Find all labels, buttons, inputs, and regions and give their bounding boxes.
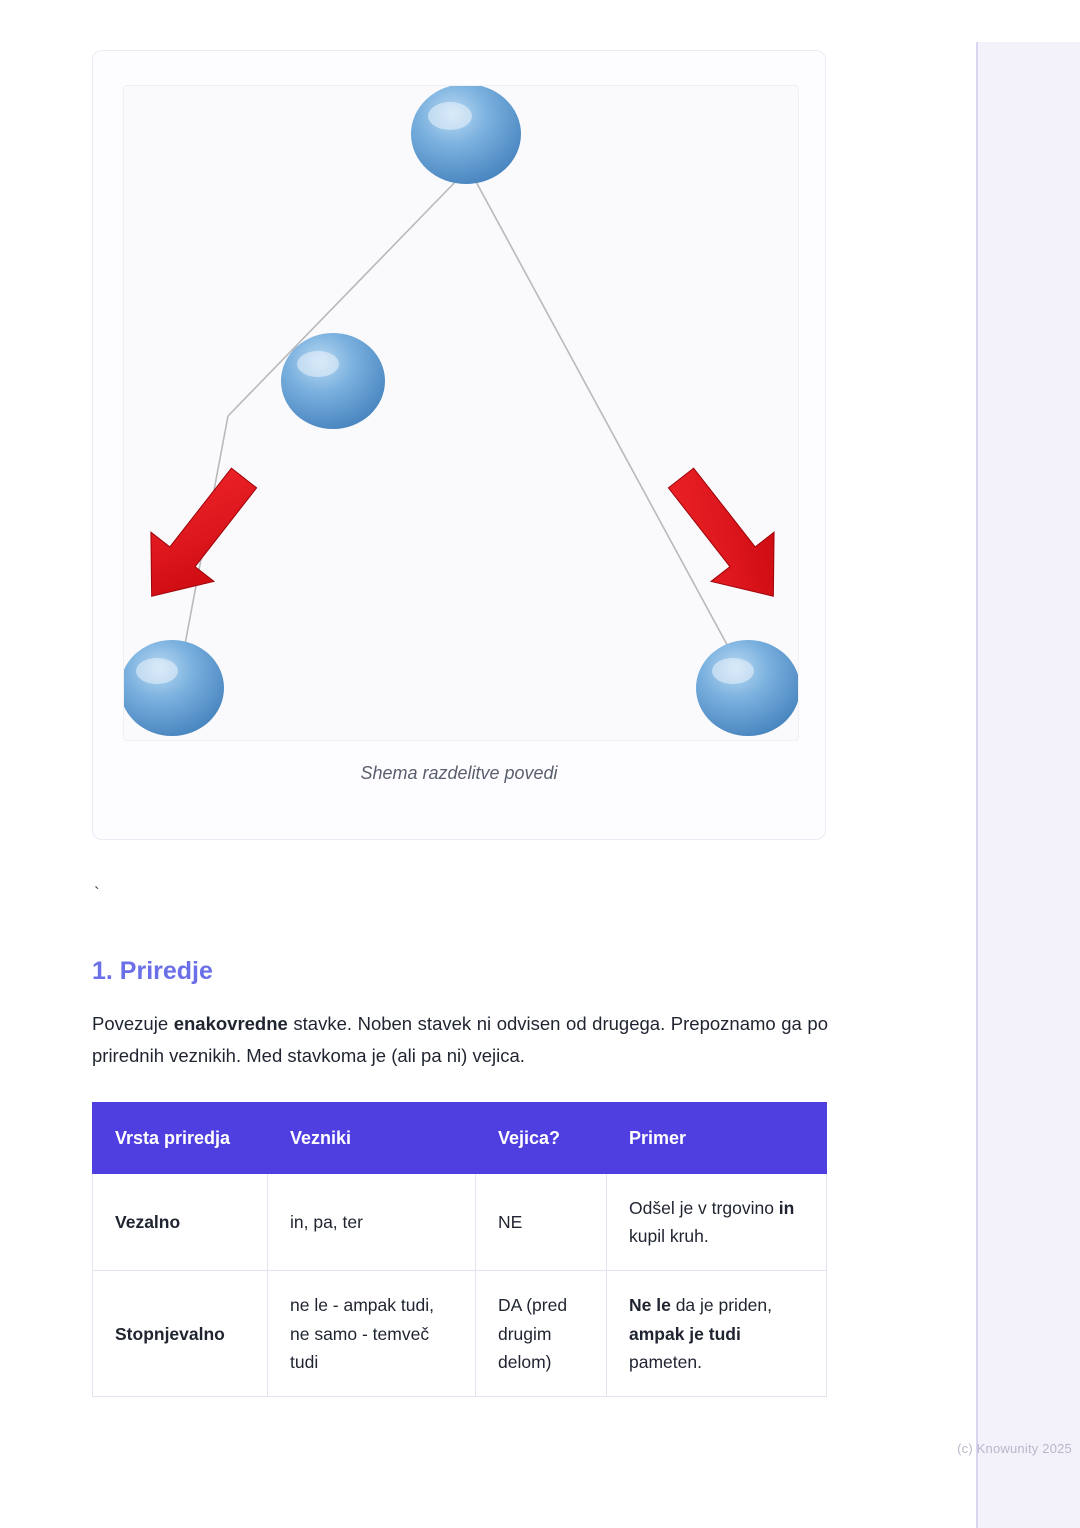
node-top	[411, 86, 521, 184]
watermark: (c) Knowunity 2025	[957, 1441, 1072, 1456]
table-header-vezniki: Vezniki	[268, 1102, 476, 1173]
figure-caption: Shema razdelitve povedi	[360, 763, 558, 783]
table-body	[93, 1173, 827, 1397]
right-side-strip	[957, 0, 1080, 1528]
side-panel	[976, 42, 1080, 1528]
node-bottom-left	[124, 640, 224, 736]
page-title: 1. Priredje	[92, 957, 213, 985]
cell-vezniki: ne le - ampak tudi, ne samo - temveč tudi	[268, 1271, 476, 1397]
cell-vejica: NE	[476, 1173, 607, 1271]
cell-vrsta	[93, 1173, 268, 1271]
table-header-primer: Primer	[607, 1102, 827, 1173]
diagram-area	[123, 85, 799, 741]
cell-vezniki: in, pa, ter	[268, 1173, 476, 1271]
cell-vrsta	[93, 1271, 268, 1397]
node-middle-left	[281, 333, 385, 429]
cell-vrsta-text: Stopnjevalno	[115, 1323, 225, 1344]
table-header-vrsta: Vrsta priredja	[93, 1102, 268, 1173]
priredje-table	[92, 1102, 827, 1398]
table-row	[93, 1173, 827, 1271]
figure-card	[92, 50, 826, 840]
table-row	[93, 1271, 827, 1397]
sentence-division-diagram	[124, 86, 798, 740]
cell-primer: Ne le da je priden, ampak je tudi pameten.	[607, 1271, 827, 1397]
stray-backtick: `	[94, 884, 101, 903]
table-header-row	[93, 1102, 827, 1173]
arrow-left-icon	[124, 453, 276, 620]
cell-primer: Odšel je v trgovino in kupil kruh.	[607, 1173, 827, 1271]
section-paragraph: Povezuje enakovredne stavke. Noben stavek ni odvisen od drugega. Prepoznamo ga po prirednih veznikih. Med stavkoma je (ali pa ni) vejica.	[92, 1013, 828, 1066]
node-bottom-right	[696, 640, 798, 736]
cell-vrsta-text: Vezalno	[115, 1211, 181, 1232]
document-content	[92, 0, 828, 1397]
cell-vejica: DA (pred drugim delom)	[476, 1271, 607, 1397]
table-header-vejica: Vejica?	[476, 1102, 607, 1173]
connector-lines	[179, 178, 744, 676]
arrow-right-icon	[649, 453, 798, 620]
